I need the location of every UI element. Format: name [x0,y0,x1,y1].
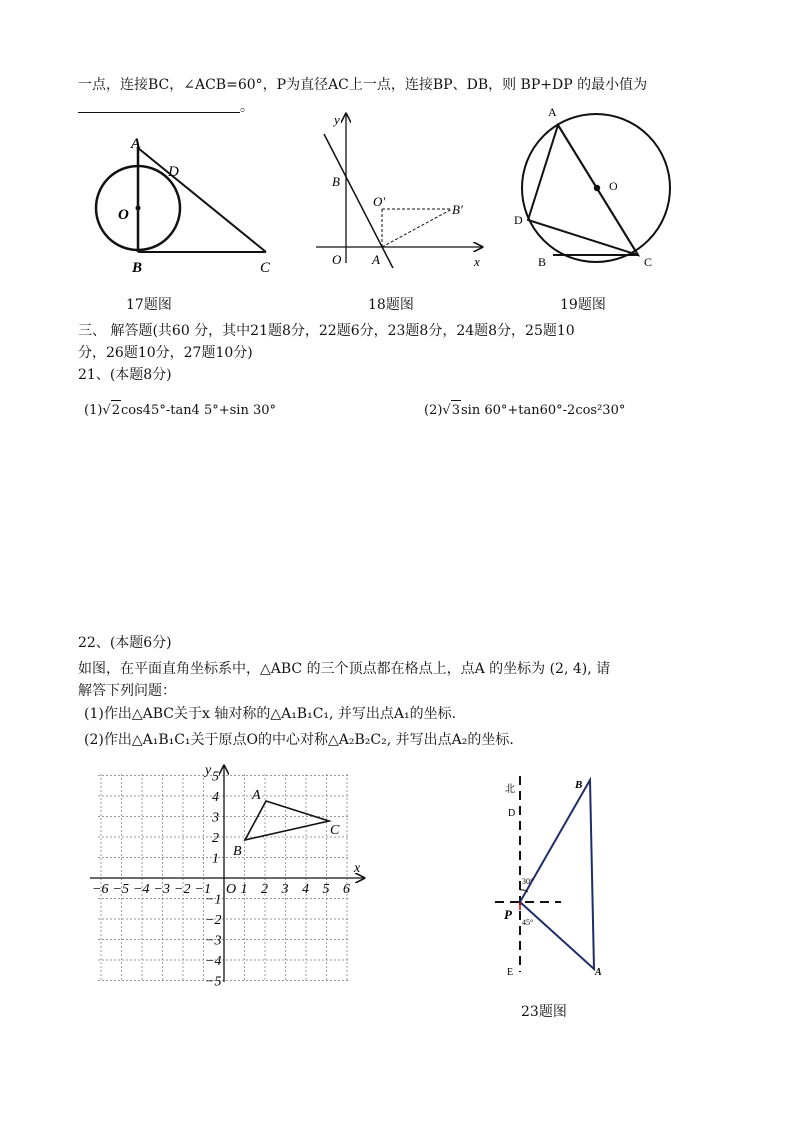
label-d: D [514,213,523,227]
coordinate-grid [84,760,374,990]
y-tick-label: −4 [205,954,222,969]
y-tick-label: −3 [205,933,222,949]
vertex-c: C [330,823,340,838]
y-tick-label: −2 [205,913,222,928]
y-tick-label: 1 [212,851,219,867]
q21-p2-prefix: (2) [424,403,443,418]
q21-title: 21、(本题8分) [78,367,172,383]
label-a: A [595,967,602,978]
q21-p1-prefix: (1) [84,403,103,418]
q20-line2 [78,97,254,117]
label-o: O [332,252,342,267]
label-e: E [507,967,514,978]
label-d: D [508,808,516,819]
label-b: B [575,779,583,791]
x-tick-label: −2 [174,882,191,897]
label-x: x [474,254,480,268]
q21-part2: (2)√3sin 60°+tan60°-2cos²30° [424,400,625,421]
label-o: O [118,207,129,223]
x-tick-label: −1 [194,882,211,897]
q20-line1: 一点，连接BC，∠ACB=60°，P为直径AC上一点，连接BP、DB，则 BP+DP 的最小值为 [78,77,648,93]
q21-p1-rest: cos45°-tan4 5°+sin 30° [121,403,277,418]
label-b: B [332,174,340,189]
axis-y-label: y [205,763,212,778]
figure-23 [495,772,625,982]
caption-23: 23题图 [521,1004,567,1020]
y-tick-label: −5 [205,974,222,990]
figure-17 [88,128,288,278]
x-tick-label: −3 [153,882,170,897]
section3-line1: 三、 解答题(共60 分，其中21题8分，22题6分，23题8分，24题8分，25题10 [78,323,575,339]
angle-45: 45° [522,918,534,927]
label-b: B [538,255,547,269]
label-o-prime: O′ [373,194,386,209]
label-a: A [372,252,380,267]
y-tick-label: 5 [212,769,219,785]
figure-19 [508,100,688,272]
label-a: A [548,105,557,119]
figure-18 [312,108,492,268]
label-c: C [644,255,653,269]
q22-line2: 解答下列问题： [78,683,176,699]
label-b: B [132,260,143,276]
vertex-a: A [252,788,261,803]
angle-30: 30° [522,877,534,886]
origin-label: O [226,882,237,897]
q21-p1-radicand: 2 [111,400,121,421]
answer-blank [78,98,240,113]
q22-sub1: (1)作出△ABC关于x 轴对称的△A₁B₁C₁, 并写出点A₁的坐标. [84,706,457,722]
q20-end: 。 [240,99,254,115]
q22-sub2: (2)作出△A₁B₁C₁关于原点O的中心对称△A₂B₂C₂, 并写出点A₂的坐标. [84,732,514,748]
x-tick-label: 2 [261,882,268,897]
label-o: O [609,179,618,193]
label-p: P [504,907,512,922]
q21-p2-radicand: 3 [451,400,461,421]
x-tick-label: −5 [112,882,129,897]
caption-19: 19题图 [560,297,606,313]
y-tick-label: 4 [212,790,219,805]
north-label: 北 [505,784,515,795]
label-a: A [131,136,142,152]
q22-line1: 如图，在平面直角坐标系中，△ABC 的三个顶点都在格点上，点A 的坐标为 (2, 4), 请 [78,661,611,677]
x-tick-label: −6 [92,882,109,897]
x-tick-label: 1 [240,882,248,897]
axis-x-label: x [354,861,361,876]
y-tick-label: 3 [212,810,219,826]
y-tick-label: 2 [212,831,219,846]
caption-17: 17题图 [126,297,172,313]
vertex-b: B [233,844,242,859]
label-d: D [168,164,179,180]
x-tick-label: 4 [302,882,309,897]
section3-line2: 分，26题10分，27题10分) [78,345,253,361]
caption-18: 18题图 [368,297,414,313]
y-tick-label: −1 [205,892,222,908]
x-tick-label: −4 [133,882,150,897]
q22-title: 22、(本题6分) [78,635,172,651]
x-tick-label: 5 [322,882,330,897]
label-c: C [260,260,271,276]
q21-part1: (1)√2cos45°-tan4 5°+sin 30° [84,400,276,421]
q21-p2-rest: sin 60°+tan60°-2cos²30° [461,403,626,418]
label-y: y [334,112,340,127]
x-tick-label: 6 [343,882,350,897]
label-b-prime: B′ [452,202,463,217]
x-tick-label: 3 [281,882,289,897]
